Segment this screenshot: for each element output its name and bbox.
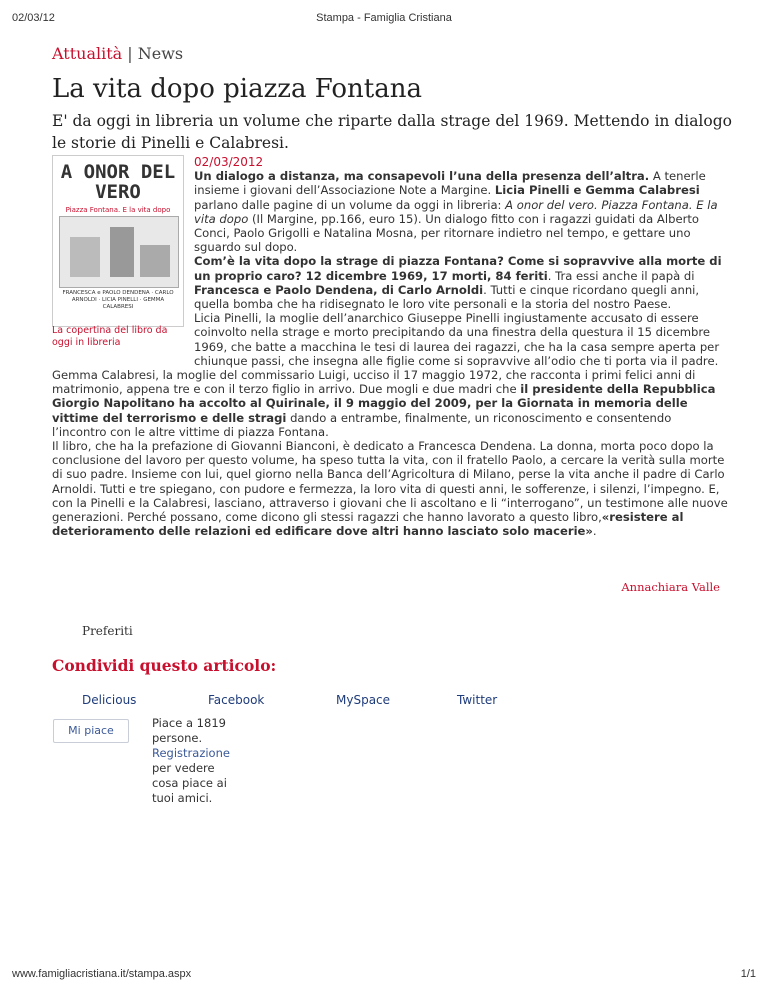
article-author: Annachiara Valle	[621, 580, 720, 594]
section-sub-link[interactable]: News	[137, 44, 184, 63]
section-breadcrumb	[52, 44, 183, 63]
article-paragraph: Licia Pinelli, la moglie dell’anarchico Giuseppe Pinelli ingiustamente accusato di essere coinvolto nella strage e morto precipitando da una finestra della questura il 15 dicembre 1969, che batte a macchina le tesi di laurea dei ragazzi, che ha la casa sempre aperta per chiunque passi, che insegna alle figlie come si sopravvive all’odio che ti porta via il padre. Gemma Calabresi, la moglie del commissario Luigi, ucciso il 17 maggio 1972, che racconta i primi felici anni di matrimonio, appena tre e con il terzo figlio in arrivo. Due mogli e due madri che il presidente della Repubblica Giorgio Napolitano ha accolto al Quirinale, il 9 maggio del 2009, per la Giornata in memoria delle vittime del terrorismo e delle stragi dando a entrambe, finalmente, un riconoscimento e consentendo l’incontro con le altre vittime di piazza Fontana.	[52, 311, 720, 439]
cover-caption: La copertina del libro da oggi in libreria	[52, 325, 168, 348]
section-separator: |	[122, 44, 138, 63]
facebook-register-link[interactable]: Registrazione	[152, 746, 230, 760]
cover-subtitle: Piazza Fontana. E la vita dopo	[65, 206, 171, 214]
section-category-link[interactable]: Attualità	[52, 44, 123, 63]
share-delicious-link[interactable]: Delicious	[82, 693, 137, 707]
print-title: Stampa - Famiglia Cristiana	[316, 12, 452, 24]
article-date: 02/03/2012	[194, 155, 264, 169]
article-body	[52, 155, 728, 538]
share-myspace-link[interactable]: MySpace	[336, 693, 391, 707]
share-facebook-link[interactable]: Facebook	[208, 693, 265, 707]
favorites-link[interactable]: Preferiti	[82, 624, 133, 638]
share-twitter-link[interactable]: Twitter	[457, 693, 498, 707]
article-subhead: E' da oggi in libreria un volume che riparte dalla strage del 1969. Mettendo in dialogo le storie di Pinelli e Calabresi.	[52, 112, 732, 152]
page-title: La vita dopo piazza Fontana	[52, 74, 422, 104]
article-paragraph: Il libro, che ha la prefazione di Giovanni Bianconi, è dedicato a Francesca Dendena. La donna, morta poco dopo la conclusione del lavoro per questo volume, ha speso tutta la vita, con il fratello Paolo, a cercare la verità sulla morte di suo padre. Insieme con lui, quel giorno nella Banca dell’Agricoltura di Milano, perse la vita anche il padre di Carlo Arnoldi. Tutti e tre spiegano, con pudore e fermezza, la loro vita di questi anni, le sofferenze, i silenzi, l’impegno. E, con la Pinelli e la Calabresi, lasciano, attraverso i giovani che li ascoltano e li “interrogano”, un testimone alle nuove generazioni. Perché possano, come dicono gli stessi ragazzi che hanno lavorato a questo libro,«resistere al deterioramento delle relazioni ed edificare dove altri hanno lasciato solo macerie».	[52, 439, 728, 539]
article-paragraph: Com’è la vita dopo la strage di piazza Fontana? Come si sopravvive alla morte di un proprio caro? 12 dicembre 1969, 17 morti, 84 feriti. Tra essi anche il papà di Francesca e Paolo Dendena, di Carlo Arnoldi. Tutti e cinque ricordano quegli anni, quella bomba che ha ridisegnato le loro vite personali e la storia del nostro Paese.	[194, 254, 722, 312]
cover-title: A ONOR DEL VERO	[60, 161, 176, 203]
facebook-like-button[interactable]: Mi piace	[53, 719, 129, 743]
print-page-number: 1/1	[740, 968, 756, 980]
print-url: www.famigliacristiana.it/stampa.aspx	[12, 968, 192, 980]
cover-authors: FRANCESCA e PAOLO DENDENA · CARLO ARNOLDI · LICIA PINELLI · GEMMA CALABRESI	[62, 290, 174, 310]
share-title: Condividi questo articolo:	[52, 656, 277, 675]
print-date: 02/03/12	[12, 12, 55, 24]
facebook-like-text: Piace a 1819 persone. Registrazione per vedere cosa piace ai tuoi amici.	[152, 716, 230, 805]
article-paragraph: Un dialogo a distanza, ma consapevoli l’una della presenza dell’altra. A tenerle insieme i giovani dell’Associazione Note a Margine. Licia Pinelli e Gemma Calabresi parlano dalle pagine di un volume da oggi in libreria: A onor del vero. Piazza Fontana. E la vita dopo (Il Margine, pp.166, euro 15). Un dialogo fitto con i ragazzi guidati da Alberto Conci, Paolo Grigolli e Natalina Mosna, per ritornare indietro nel tempo, e gettare uno sguardo sul dopo.	[194, 169, 718, 255]
